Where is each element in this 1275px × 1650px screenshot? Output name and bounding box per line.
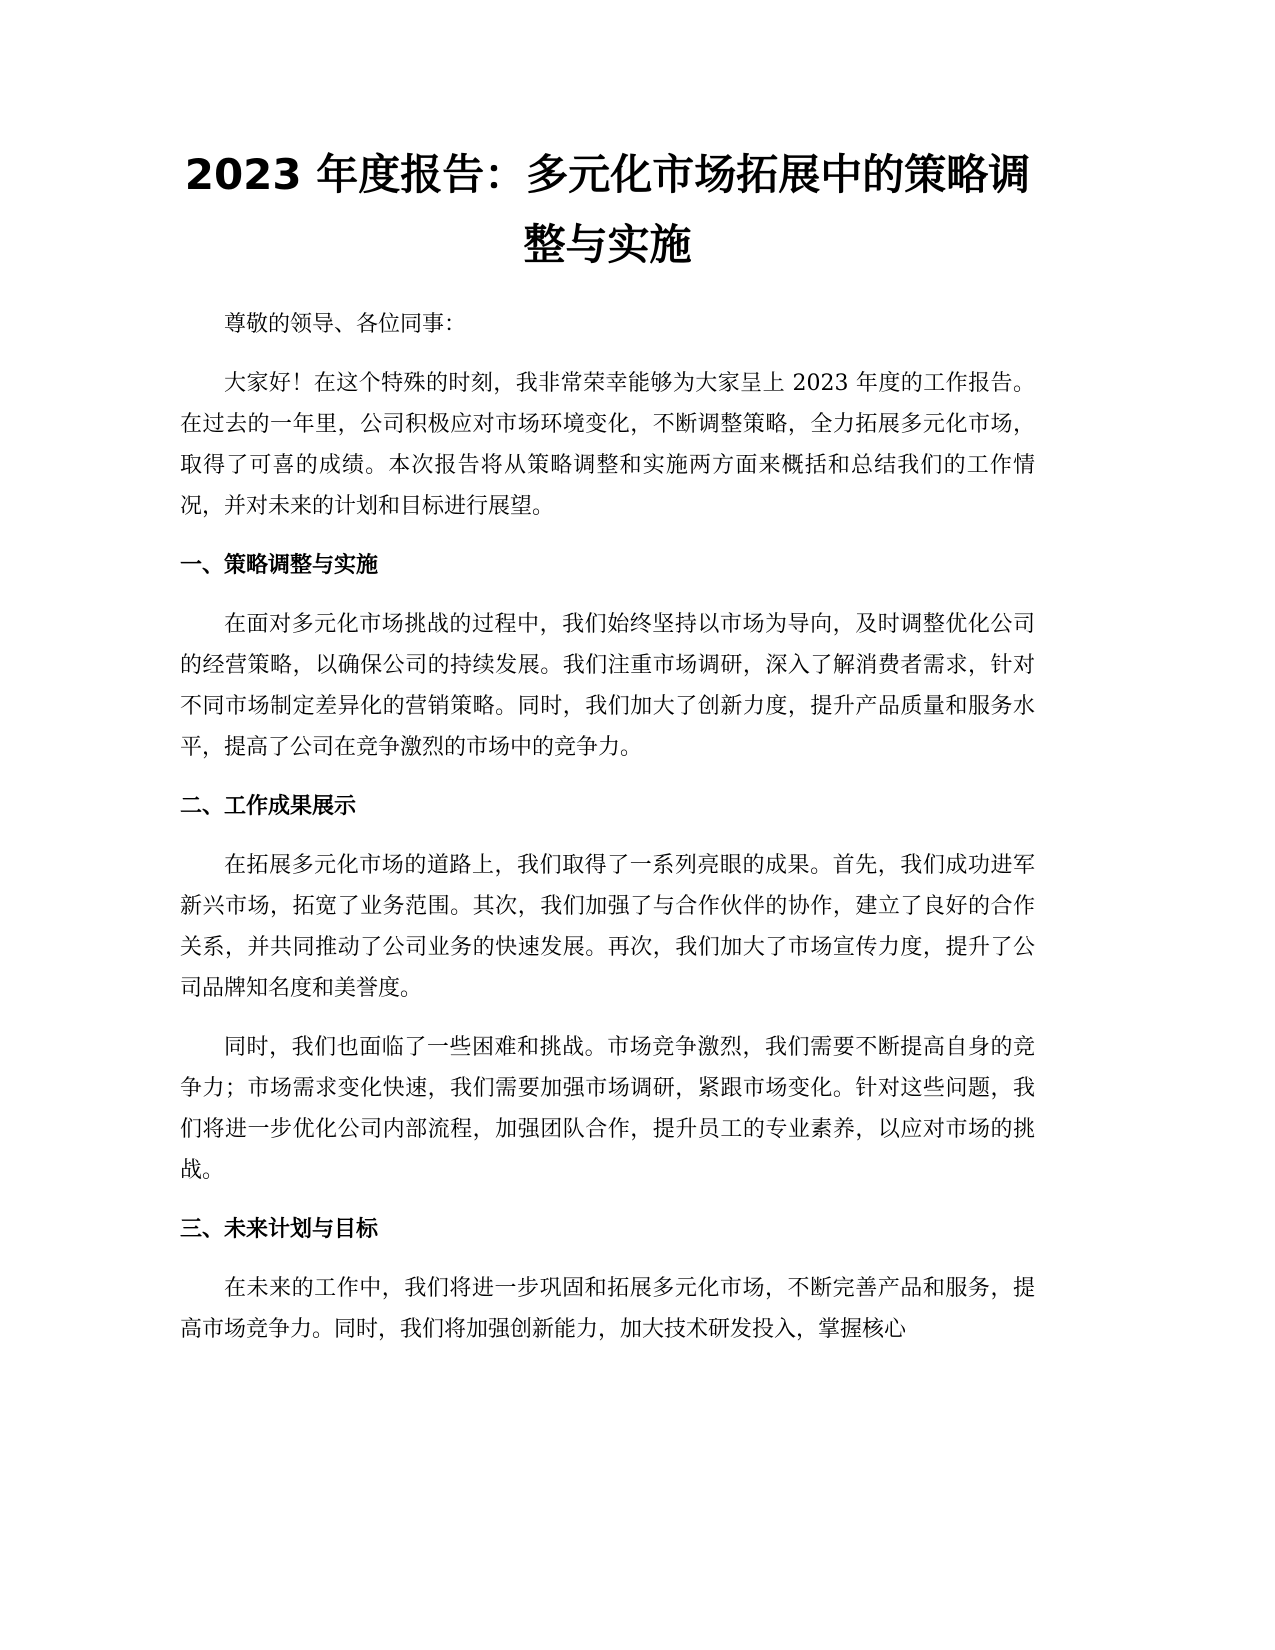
document-page <box>180 140 1035 1368</box>
salutation: 尊敬的领导、各位同事： <box>224 312 467 337</box>
document-title: 2023 年度报告：多元化市场拓展中的策略调整与实施 <box>184 150 1031 269</box>
section-paragraph: 在未来的工作中，我们将进一步巩固和拓展多元化市场，不断完善产品和服务，提高市场竞争力。同时，我们将加强创新能力，加大技术研发投入，掌握核心 <box>180 1276 1035 1342</box>
section-paragraph: 在拓展多元化市场的道路上，我们取得了一系列亮眼的成果。首先，我们成功进军新兴市场，拓宽了业务范围。其次，我们加强了与合作伙伴的协作，建立了良好的合作关系，并共同推动了公司业务的快速发展。再次，我们加大了市场宣传力度，提升了公司品牌知名度和美誉度。 <box>180 853 1035 1001</box>
section-heading-results: 二、工作成果展示 <box>180 794 357 819</box>
section-paragraph: 在面对多元化市场挑战的过程中，我们始终坚持以市场为导向，及时调整优化公司的经营策略，以确保公司的持续发展。我们注重市场调研，深入了解消费者需求，针对不同市场制定差异化的营销策略。同时，我们加大了创新力度，提升产品质量和服务水平，提高了公司在竞争激烈的市场中的竞争力。 <box>180 612 1035 760</box>
section-paragraph: 同时，我们也面临了一些困难和挑战。市场竞争激烈，我们需要不断提高自身的竞争力；市场需求变化快速，我们需要加强市场调研，紧跟市场变化。针对这些问题，我们将进一步优化公司内部流程，加强团队合作，提升员工的专业素养，以应对市场的挑战。 <box>180 1035 1035 1183</box>
intro-paragraph: 大家好！在这个特殊的时刻，我非常荣幸能够为大家呈上 2023 年度的工作报告。在过去的一年里，公司积极应对市场环境变化，不断调整策略，全力拓展多元化市场，取得了可喜的成绩。本次报告将从策略调整和实施两方面来概括和总结我们的工作情况，并对未来的计划和目标进行展望。 <box>180 371 1035 519</box>
section-heading-strategy: 一、策略调整与实施 <box>180 553 379 578</box>
section-heading-future: 三、未来计划与目标 <box>180 1217 379 1242</box>
